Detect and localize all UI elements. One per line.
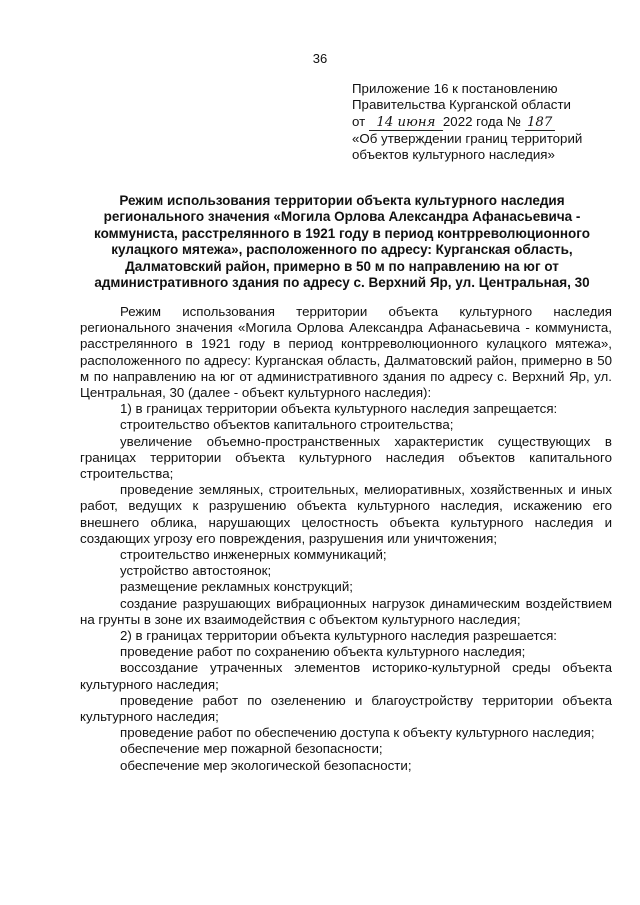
page-number: 36 bbox=[312, 51, 328, 66]
paragraph-permitted-heading: 2) в границах территории объекта культурного наследия разрешается: bbox=[120, 628, 557, 644]
list-item: обеспечение мер экологической безопасности; bbox=[120, 757, 412, 773]
list-item: проведение земляных, строительных, мелиоративных, хозяйственных и иных работ, ведущих к разрушению объекта культурного наследия, искажению его внешнего облика, нарушающих целостность объекта культурного наследия и создающих угрозу его повреждения, разрушения или уничтожения; bbox=[80, 482, 612, 546]
paragraph-prohibited-heading: 1) в границах территории объекта культурного наследия запрещается: bbox=[120, 401, 558, 417]
appendix-line-1: Приложение 16 к постановлению bbox=[352, 81, 558, 96]
number-sign: № bbox=[506, 113, 521, 129]
list-item: строительство объектов капитального строительства; bbox=[120, 417, 454, 433]
list-item: увеличение объемно-пространственных характеристик существующих в границах территории объекта культурного наследия объектов капитального строительства; bbox=[80, 433, 612, 482]
appendix-date-line bbox=[352, 114, 612, 131]
handwritten-number: 187 bbox=[525, 116, 555, 131]
list-item: проведение работ по сохранению объекта культурного наследия; bbox=[120, 644, 526, 660]
document-body bbox=[80, 304, 612, 774]
list-item: проведение работ по озеленению и благоустройству территории объекта культурного наследия; bbox=[80, 692, 612, 725]
paragraph-intro: Режим использования территории объекта культурного наследия регионального значения «Могила Орлова Александра Афанасьевича - коммуниста, расстрелянного в 1921 году в период контрреволюционного кулацкого мятежа», расположенного по адресу: Курганская область, Далматовский район, примерно в 50 м по направлению на юг от административного здания по адресу с. Верхний Яр, ул. Центральная, 30 (далее - объект культурного наследия): bbox=[80, 304, 612, 401]
date-prefix: от bbox=[352, 113, 366, 129]
document-title: Режим использования территории объекта культурного наследия регионального значения «Могила Орлова Александра Афанасьевича - коммуниста, расстрелянного в 1921 году в период контрреволюционного кулацкого мятежа», расположенного по адресу: Курганская область, Далматовский район, примерно в 50 м по направлению на юг от административного здания по адресу с. Верхний Яр, ул. Центральная, 30 bbox=[94, 193, 590, 291]
list-item: проведение работ по обеспечению доступа к объекту культурного наследия; bbox=[120, 725, 595, 741]
handwritten-date: 14 июня bbox=[369, 116, 443, 131]
appendix-line-4: «Об утверждении границ территорий bbox=[352, 130, 583, 146]
list-item: обеспечение мер пожарной безопасности; bbox=[120, 741, 383, 757]
list-item: размещение рекламных конструкций; bbox=[120, 579, 353, 595]
appendix-line-2: Правительства Курганской области bbox=[352, 97, 571, 113]
list-item: воссоздание утраченных элементов историко-культурной среды объекта культурного наследия; bbox=[80, 660, 612, 692]
list-item: создание разрушающих вибрационных нагрузок динамическим воздействием на грунты в зоне их взаимодействия с объектом культурного наследия; bbox=[80, 595, 612, 627]
appendix-header bbox=[352, 81, 612, 163]
list-item: строительство инженерных коммуникаций; bbox=[120, 547, 387, 563]
appendix-line-5: объектов культурного наследия» bbox=[352, 146, 555, 162]
date-year: 2022 года bbox=[442, 113, 503, 129]
list-item: устройство автостоянок; bbox=[120, 563, 272, 579]
